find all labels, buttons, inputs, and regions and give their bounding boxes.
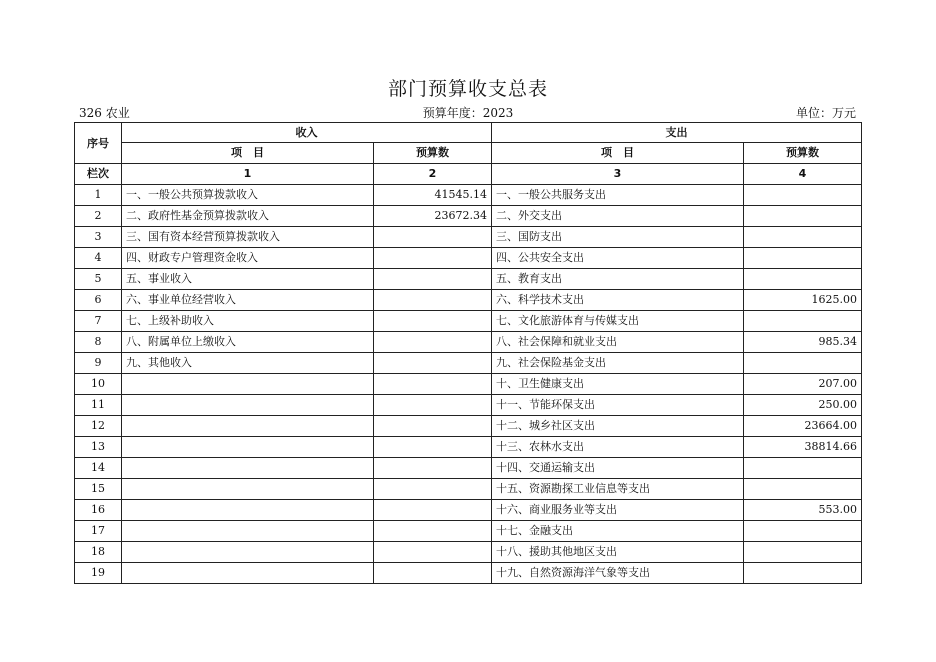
income-amount <box>374 269 492 290</box>
expense-amount: 23664.00 <box>744 416 862 437</box>
table-row <box>75 416 862 437</box>
expense-item: 十一、节能环保支出 <box>492 395 744 416</box>
expense-item: 九、社会保险基金支出 <box>492 353 744 374</box>
expense-amount <box>744 563 862 584</box>
income-amount: 41545.14 <box>374 185 492 206</box>
income-item-header: 项 目 <box>122 143 374 164</box>
expense-amount: 207.00 <box>744 374 862 395</box>
income-amount <box>374 248 492 269</box>
page-title: 部门预算收支总表 <box>387 78 548 100</box>
row-seq: 6 <box>75 290 122 311</box>
expense-amount: 38814.66 <box>744 437 862 458</box>
income-amount <box>374 563 492 584</box>
income-item: 五、事业收入 <box>122 269 374 290</box>
income-item <box>122 542 374 563</box>
income-item <box>122 563 374 584</box>
expense-item: 十七、金融支出 <box>492 521 744 542</box>
expense-item: 十二、城乡社区支出 <box>492 416 744 437</box>
row-seq: 13 <box>75 437 122 458</box>
row-seq: 9 <box>75 353 122 374</box>
income-amount <box>374 353 492 374</box>
row-seq: 4 <box>75 248 122 269</box>
expense-amount <box>744 479 862 500</box>
row-seq: 8 <box>75 332 122 353</box>
expense-item: 二、外交支出 <box>492 206 744 227</box>
expense-item: 十四、交通运输支出 <box>492 458 744 479</box>
expense-item: 十八、援助其他地区支出 <box>492 542 744 563</box>
income-item <box>122 395 374 416</box>
income-item: 二、政府性基金预算拨款收入 <box>122 206 374 227</box>
expense-item: 七、文化旅游体育与传媒支出 <box>492 311 744 332</box>
expense-amount <box>744 311 862 332</box>
table-row <box>75 227 862 248</box>
expense-amount <box>744 353 862 374</box>
table-row <box>75 437 862 458</box>
expense-amount <box>744 185 862 206</box>
income-amount <box>374 395 492 416</box>
income-amount <box>374 290 492 311</box>
income-item: 一、一般公共预算拨款收入 <box>122 185 374 206</box>
income-amount <box>374 311 492 332</box>
table-row <box>75 479 862 500</box>
expense-amount <box>744 542 862 563</box>
income-item <box>122 416 374 437</box>
table-row <box>75 458 862 479</box>
expense-amount: 250.00 <box>744 395 862 416</box>
table-row <box>75 332 862 353</box>
seq-header: 序号 <box>75 123 122 164</box>
expense-item: 十五、资源勘探工业信息等支出 <box>492 479 744 500</box>
row-seq: 16 <box>75 500 122 521</box>
expense-amount: 1625.00 <box>744 290 862 311</box>
income-item: 七、上级补助收入 <box>122 311 374 332</box>
row-seq: 18 <box>75 542 122 563</box>
col-index-label: 栏次 <box>75 164 122 185</box>
table-row <box>75 269 862 290</box>
expense-amount <box>744 248 862 269</box>
table-row <box>75 185 862 206</box>
expense-item: 五、教育支出 <box>492 269 744 290</box>
table-row <box>75 542 862 563</box>
row-seq: 1 <box>75 185 122 206</box>
income-amount <box>374 332 492 353</box>
row-seq: 2 <box>75 206 122 227</box>
row-seq: 7 <box>75 311 122 332</box>
expense-amount-header: 预算数 <box>744 143 862 164</box>
income-amount <box>374 521 492 542</box>
table-row <box>75 206 862 227</box>
col-number: 1 <box>122 164 374 185</box>
expense-amount <box>744 206 862 227</box>
expense-item: 三、国防支出 <box>492 227 744 248</box>
income-amount <box>374 374 492 395</box>
expense-amount <box>744 227 862 248</box>
col-number: 4 <box>744 164 862 185</box>
row-seq: 17 <box>75 521 122 542</box>
row-seq: 19 <box>75 563 122 584</box>
row-seq: 12 <box>75 416 122 437</box>
income-item: 三、国有资本经营预算拨款收入 <box>122 227 374 248</box>
expense-item: 一、一般公共服务支出 <box>492 185 744 206</box>
table-row <box>75 521 862 542</box>
budget-summary-table <box>74 122 862 584</box>
table-row <box>75 395 862 416</box>
table-row <box>75 374 862 395</box>
income-amount <box>374 458 492 479</box>
income-item: 四、财政专户管理资金收入 <box>122 248 374 269</box>
table-row <box>75 500 862 521</box>
income-item <box>122 437 374 458</box>
row-seq: 14 <box>75 458 122 479</box>
table-row <box>75 311 862 332</box>
income-item: 六、事业单位经营收入 <box>122 290 374 311</box>
expense-item: 十六、商业服务业等支出 <box>492 500 744 521</box>
expense-header: 支出 <box>492 123 862 143</box>
expense-amount <box>744 521 862 542</box>
income-amount: 23672.34 <box>374 206 492 227</box>
income-amount <box>374 500 492 521</box>
income-amount-header: 预算数 <box>374 143 492 164</box>
table-body <box>75 185 862 584</box>
expense-item: 四、公共安全支出 <box>492 248 744 269</box>
table-row <box>75 290 862 311</box>
income-amount <box>374 227 492 248</box>
expense-amount <box>744 269 862 290</box>
income-item <box>122 479 374 500</box>
expense-item: 十九、自然资源海洋气象等支出 <box>492 563 744 584</box>
expense-amount: 985.34 <box>744 332 862 353</box>
income-item <box>122 374 374 395</box>
income-amount <box>374 542 492 563</box>
income-item <box>122 500 374 521</box>
row-seq: 15 <box>75 479 122 500</box>
income-amount <box>374 416 492 437</box>
table-row <box>75 563 862 584</box>
expense-item-header: 项 目 <box>492 143 744 164</box>
row-seq: 5 <box>75 269 122 290</box>
col-number: 2 <box>374 164 492 185</box>
budget-year-label: 预算年度：2023 <box>422 106 514 120</box>
income-amount <box>374 437 492 458</box>
expense-amount <box>744 458 862 479</box>
expense-amount: 553.00 <box>744 500 862 521</box>
income-item <box>122 521 374 542</box>
expense-item: 十三、农林水支出 <box>492 437 744 458</box>
income-item: 八、附属单位上缴收入 <box>122 332 374 353</box>
col-number: 3 <box>492 164 744 185</box>
row-seq: 3 <box>75 227 122 248</box>
table-row <box>75 248 862 269</box>
income-item <box>122 458 374 479</box>
currency-unit-label: 单位：万元 <box>795 106 856 120</box>
department-label: 326 农业 <box>79 106 130 120</box>
expense-item: 八、社会保障和就业支出 <box>492 332 744 353</box>
income-item: 九、其他收入 <box>122 353 374 374</box>
income-amount <box>374 479 492 500</box>
table-row <box>75 353 862 374</box>
row-seq: 10 <box>75 374 122 395</box>
expense-item: 六、科学技术支出 <box>492 290 744 311</box>
expense-item: 十、卫生健康支出 <box>492 374 744 395</box>
row-seq: 11 <box>75 395 122 416</box>
income-header: 收入 <box>122 123 492 143</box>
